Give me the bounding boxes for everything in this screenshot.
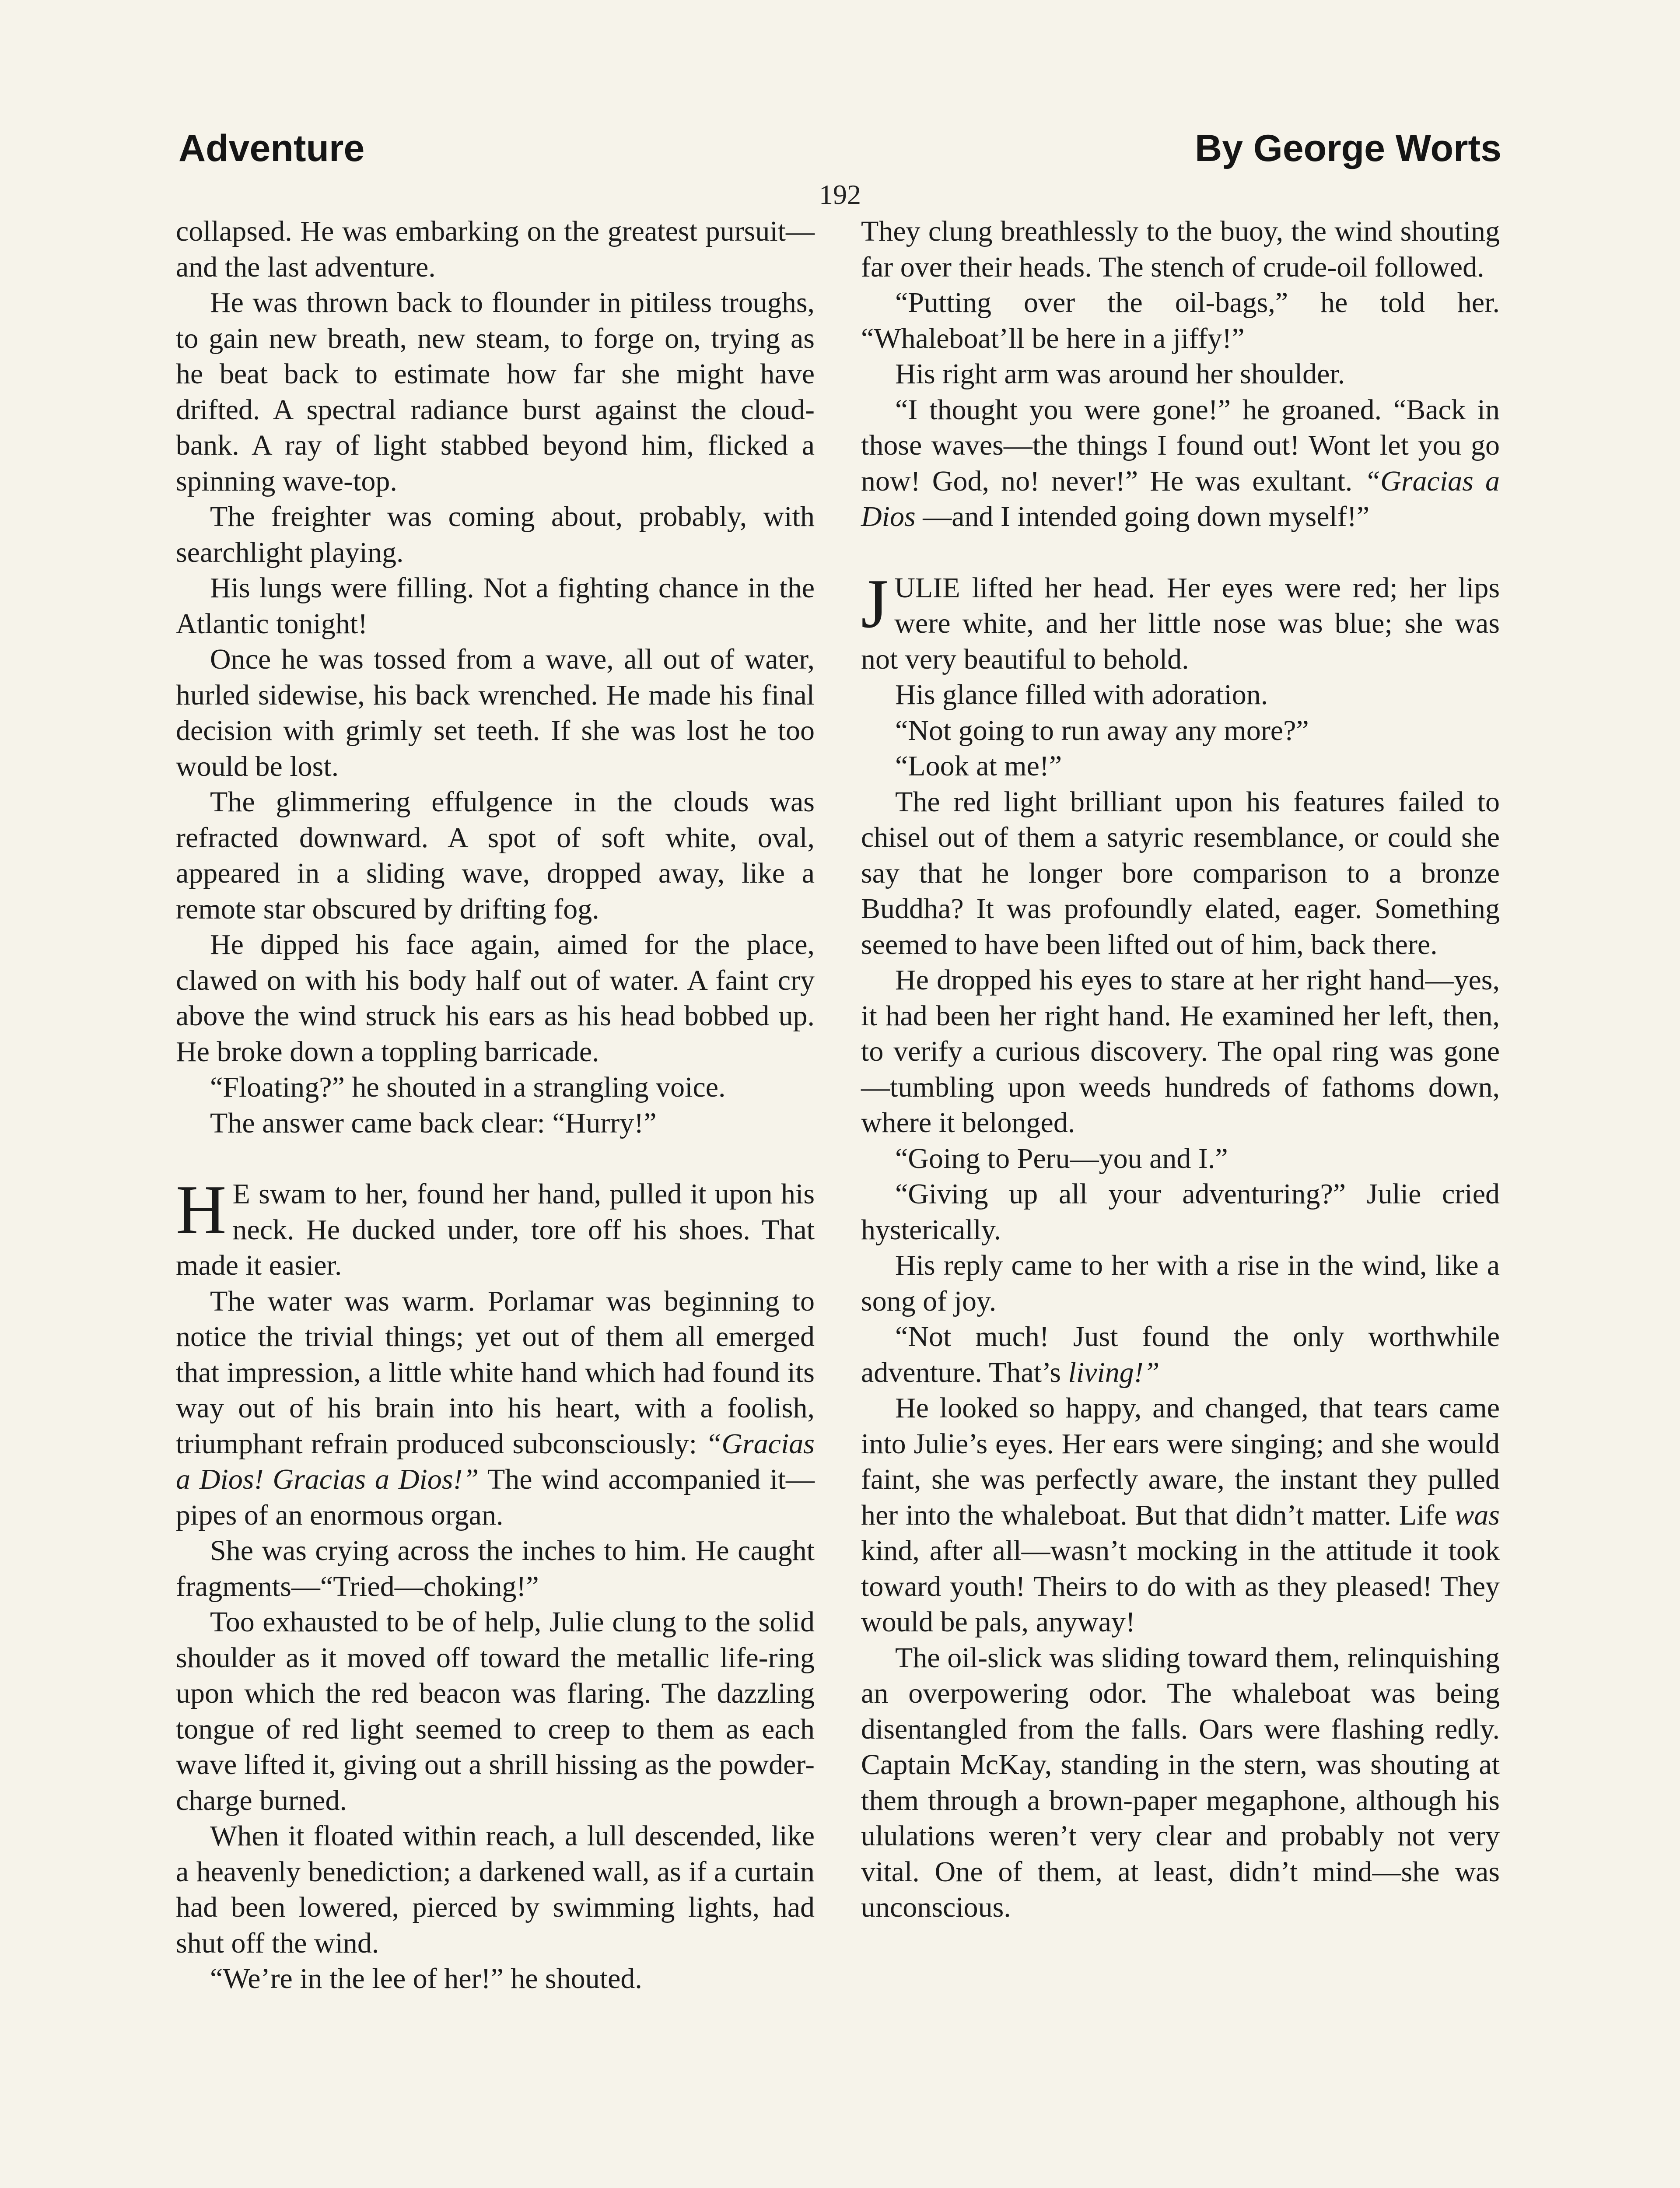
paragraph [176,1961,815,1997]
paragraph-text: “I thought you were gone!” he groaned. “Back in those waves—the things I found out! Wont let you go now! God, no! never!” He was exultant. [861,393,1500,497]
paragraph [176,1171,815,1283]
paragraph-text: She was crying across the inches to him. He caught fragments—“Tried—choking!” [176,1535,815,1602]
paragraph-text: Once he was tossed from a wave, all out of water, hurled sidewise, his back wrenched. He made his final decision with grimly set teeth. If she was lost he too would be lost. [176,643,815,782]
paragraph [861,713,1500,749]
paragraph [861,1640,1500,1925]
paragraph-text-tail: The wind accompanied it—pipes of an enormous organ. [176,1463,815,1531]
paragraph-text: He was thrown back to flounder in pitiless troughs, to gain new breath, new steam, to forge on, trying as he beat back to estimate how far she might have drifted. A spectral radiance burst against the cloud-bank. A ray of light stabbed beyond him, flicked a spinning wave-top. [176,287,815,497]
paragraph [861,784,1500,963]
paragraph-text: ULIE lifted her head. Her eyes were red; her lips were white, and her little nose was blue; she was not very beautiful to behold. [861,572,1500,675]
paragraph-text: The red light brilliant upon his features failed to chisel out of them a satyric resemblance, or could she say that he longer bore comparison to a bronze Buddha? It was profoundly elated, eager. Something seemed to have been lifted out of him, back there. [861,785,1500,961]
italic-phrase: “Gracias a Dios [861,465,1500,533]
paragraph [861,1176,1500,1248]
paragraph [176,642,815,784]
paragraph [861,1319,1500,1390]
paragraph [176,1533,815,1604]
paragraph-text: “We’re in the lee of her!” he shouted. [210,1963,642,1995]
author-byline: By George Worts [1195,127,1502,169]
paragraph-text: collapsed. He was embarking on the greatest pursuit—and the last adventure. [176,215,815,283]
drop-cap: H [176,1171,227,1248]
left-column [176,214,815,1997]
paragraph-text: He dipped his face again, aimed for the place, clawed on with his body half out of water. A faint cry above the wind struck his ears as his head bobbed up. He broke down a toppling barricade. [176,929,815,1068]
paragraph [861,748,1500,784]
running-head [178,127,1502,175]
paragraph-text: He looked so happy, and changed, that tears came into Julie’s eyes. Her ears were singing; and she would faint, she was perfectly aware, the instant they pulled her into the whaleboat. But that didn’t matter. Life [861,1392,1500,1531]
paragraph [176,1283,815,1533]
paragraph-text: “Floating?” he shouted in a strangling voice. [210,1071,726,1103]
paragraph [861,1390,1500,1640]
paragraph [861,962,1500,1141]
paragraph-text: “Giving up all your adventuring?” Julie cried hysterically. [861,1178,1500,1246]
paragraph-text: “Not much! Just found the only worthwhile adventure. That’s [861,1321,1500,1389]
paragraph-text: The glimmering effulgence in the clouds was refracted downward. A spot of soft white, oval, appeared in a sliding wave, dropped away, like a remote star obscured by drifting fog. [176,786,815,925]
paragraph-text-tail: kind, after all—wasn’t mocking in the attitude it took toward youth! Theirs to do with as they pleased! They would be pals, anyway! [861,1535,1500,1638]
paragraph [176,927,815,1069]
paragraph-text: “Not going to run away any more?” [895,714,1309,747]
paragraph [176,499,815,570]
paragraph-text: “Going to Peru—you and I.” [895,1142,1228,1175]
paragraph [861,285,1500,356]
paragraph-text-tail: —and I intended going down myself!” [923,501,1370,533]
magazine-title: Adventure [178,127,365,169]
drop-cap: J [861,564,889,642]
paragraph [176,1818,815,1961]
paragraph-text: The answer came back clear: “Hurry!” [210,1107,657,1139]
right-column [861,214,1500,1925]
paragraph-text: His lungs were filling. Not a fighting chance in the Atlantic tonight! [176,572,815,640]
paragraph [861,214,1500,285]
paragraph-text: He dropped his eyes to stare at her right hand—yes, it had been her right hand. He examined her left, then, to verify a curious discovery. The opal ring was gone—tumbling upon weeds hundreds of fathoms down, where it belonged. [861,964,1500,1139]
paragraph [861,356,1500,392]
italic-phrase: was [1455,1499,1500,1531]
paragraph-text: When it floated within reach, a lull descended, like a heavenly benediction; a darkened wall, as if a curtain had been lowered, pierced by swimming lights, had shut off the wind. [176,1820,815,1959]
paragraph [176,1604,815,1818]
paragraph-text: His right arm was around her shoulder. [895,358,1345,390]
italic-phrase: living!” [1068,1356,1160,1389]
paragraph-text: His glance filled with adoration. [895,679,1268,711]
paragraph-text: The oil-slick was sliding toward them, relinquishing an overpowering odor. The whaleboat was being disentangled from the falls. Oars were flashing redly. Captain McKay, standing in the stern, was shouting at them through a brown-paper megaphone, although his ululations weren’t very clear and probably not very vital. One of them, at least, didn’t mind—she was unconscious. [861,1641,1500,1923]
paragraph [861,1141,1500,1177]
paragraph [176,784,815,927]
paragraph [176,1105,815,1141]
paragraph [176,570,815,642]
paragraph [176,214,815,285]
paragraph-text: E swam to her, found her hand, pulled it upon his neck. He ducked under, tore off his shoes. That made it easier. [176,1178,815,1281]
paragraph-text: The water was warm. Porlamar was beginning to notice the trivial things; yet out of them all emerged that impression, a little white hand which had found its way out of his brain into his heart, with a foolish, triumphant refrain produced subconsciously: [176,1285,815,1460]
paragraph-text: His reply came to her with a rise in the wind, like a song of joy. [861,1249,1500,1317]
paragraph-text: They clung breathlessly to the buoy, the wind shouting far over their heads. The stench of crude-oil followed. [861,215,1500,283]
paragraph-text: “Look at me!” [895,750,1062,782]
paragraph [861,564,1500,677]
paragraph-text: The freighter was coming about, probably, with searchlight playing. [176,501,815,568]
paragraph [861,677,1500,713]
paragraph-text: “Putting over the oil-bags,” he told her. “Whaleboat’ll be here in a jiffy!” [861,287,1500,354]
paragraph [176,285,815,499]
paragraph [176,1069,815,1105]
italic-phrase: “Gracias a Dios! Gracias a Dios!” [176,1427,815,1495]
page-number: 192 [819,179,861,210]
paragraph [861,1248,1500,1319]
paragraph [861,392,1500,535]
paragraph-text: Too exhausted to be of help, Julie clung to the solid shoulder as it moved off toward the metallic life-ring upon which the red beacon was flaring. The dazzling tongue of red light seemed to creep to them as each wave lifted it, giving out a shrill hissing as the powder-charge burned. [176,1606,815,1816]
